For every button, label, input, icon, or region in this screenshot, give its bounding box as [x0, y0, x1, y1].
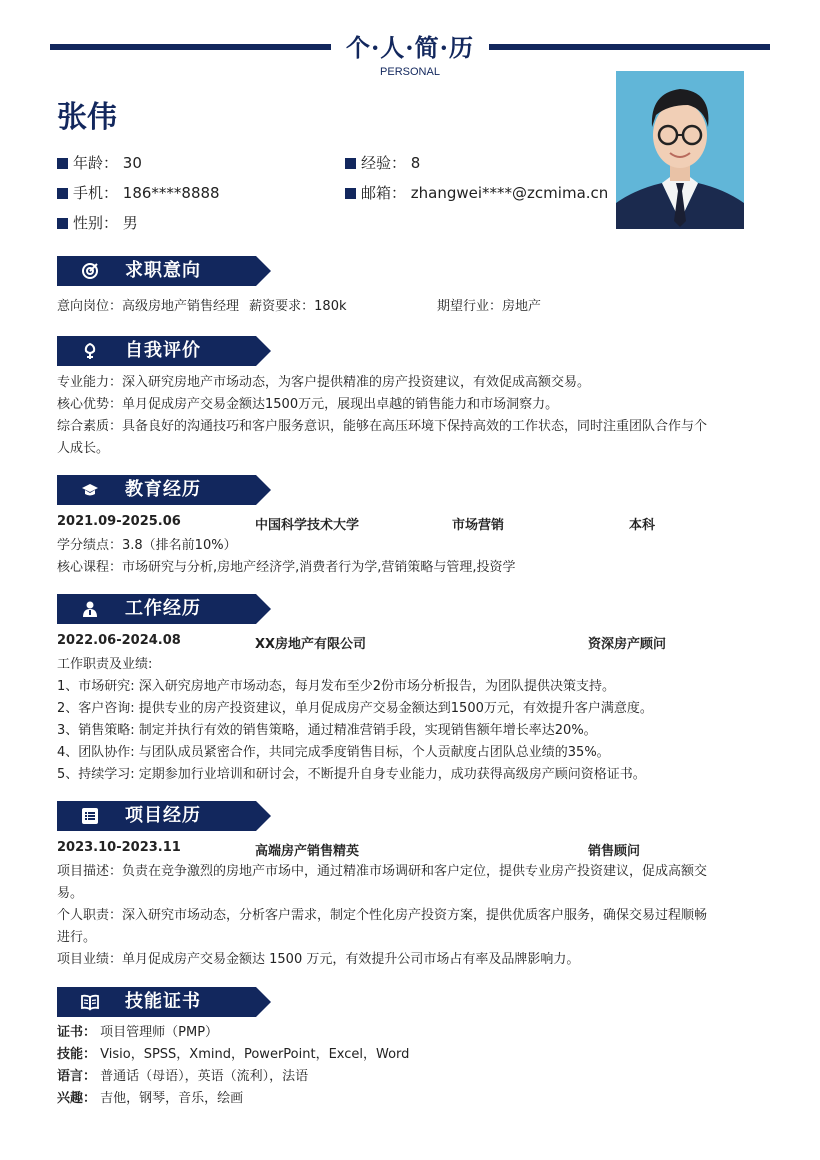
flower-icon — [81, 342, 99, 360]
skill-value: 项目管理师（PMP） — [100, 1025, 219, 1040]
candidate-name: 张伟 — [57, 100, 117, 135]
skill-row-language — [57, 1066, 769, 1088]
page-subtitle: PERSONAL — [380, 66, 440, 78]
self-eval-line: 专业能力：深入研究房地产市场动态，为客户提供精准的房产投资建议，有效促成高额交易。 — [57, 375, 591, 390]
intended-position: 意向岗位：高级房地产销售经理 — [57, 299, 240, 314]
work-period: 2022.06-2024.08 — [57, 633, 181, 648]
section-title: 工作经历 — [125, 598, 201, 619]
project-line: 项目描述：负责在竞争激烈的房地产市场中，通过精准市场调研和客户定位，提供专业房产投资建议，促成高额交 — [57, 864, 708, 879]
education-courses: 核心课程：市场研究与分析,房地产经济学,消费者行为学,营销策略与管理,投资学 — [57, 560, 516, 575]
work-item: 4、团队协作: 与团队成员紧密合作，共同完成季度销售目标，个人贡献度占团队总业绩的35%。 — [57, 745, 610, 760]
self-eval-line: 核心优势：单月促成房产交易金额达1500万元，展现出卓越的销售能力和市场洞察力。 — [57, 397, 559, 412]
expected-industry: 期望行业：房地产 — [437, 299, 542, 314]
skill-label: 兴趣： — [57, 1091, 97, 1106]
list-icon — [81, 807, 99, 825]
email-label: 邮箱： — [361, 184, 407, 202]
experience-info — [345, 152, 420, 173]
skill-value: Visio，SPSS，Xmind，PowerPoint，Excel，Word — [100, 1047, 410, 1062]
gender-value: 男 — [122, 214, 138, 232]
email-value: zhangwei****@zcmima.cn — [410, 184, 609, 202]
section-title: 教育经历 — [125, 479, 201, 500]
target-icon — [81, 262, 99, 280]
graduation-cap-icon — [81, 481, 99, 499]
skill-row-certificate — [57, 1022, 769, 1044]
skill-value: 吉他，钢琴，音乐，绘画 — [100, 1091, 244, 1106]
education-school: 中国科学技术大学 — [255, 518, 360, 533]
education-period: 2021.09-2025.06 — [57, 514, 181, 529]
section-title: 项目经历 — [125, 805, 201, 826]
portrait-illustration — [616, 71, 744, 229]
bullet-square-icon — [57, 218, 68, 229]
skill-row-interests — [57, 1088, 769, 1110]
skill-value: 普通话（母语），英语（流利），法语 — [100, 1069, 309, 1084]
section-header-skills — [57, 987, 271, 1017]
self-eval-line: 人成长。 — [57, 441, 110, 456]
skill-label: 证书： — [57, 1025, 97, 1040]
section-header-project — [57, 801, 271, 831]
avatar — [616, 71, 744, 229]
gender-label: 性别： — [73, 214, 119, 232]
skill-label: 语言： — [57, 1069, 97, 1084]
expected-salary: 薪资要求：180k — [249, 299, 347, 314]
section-header-self-evaluation — [57, 336, 271, 366]
work-company: XX房地产有限公司 — [255, 637, 367, 652]
book-icon — [81, 993, 99, 1011]
bullet-square-icon — [57, 158, 68, 169]
experience-label: 经验： — [361, 154, 407, 172]
work-item: 3、销售策略: 制定并执行有效的销售策略，通过精准营销手段，实现销售额年增长率达20%。 — [57, 723, 597, 738]
education-gpa: 学分绩点：3.8（排名前10%） — [57, 538, 237, 553]
work-intro: 工作职责及业绩: — [57, 657, 153, 672]
project-line: 个人职责：深入研究市场动态，分析客户需求，制定个性化房产投资方案，提供优质客户服务，确保交易过程顺畅 — [57, 908, 708, 923]
skill-row-skills — [57, 1044, 769, 1066]
section-title: 求职意向 — [125, 260, 201, 281]
project-period: 2023.10-2023.11 — [57, 840, 181, 855]
bullet-square-icon — [57, 188, 68, 199]
education-degree: 本科 — [629, 518, 656, 533]
email-info — [345, 182, 608, 203]
project-name: 高端房产销售精英 — [255, 844, 360, 859]
header-left-bar — [50, 44, 331, 50]
bullet-square-icon — [345, 158, 356, 169]
page-title: 个·人·简·历 — [345, 33, 475, 62]
section-title: 自我评价 — [125, 340, 201, 361]
section-header-education — [57, 475, 271, 505]
project-line: 易。 — [57, 886, 84, 901]
phone-label: 手机： — [73, 184, 119, 202]
phone-value: 186****8888 — [122, 184, 220, 202]
project-line: 进行。 — [57, 930, 97, 945]
job-intent-row — [57, 296, 769, 318]
section-header-work — [57, 594, 271, 624]
gender-info — [57, 212, 138, 233]
age-value: 30 — [122, 154, 142, 172]
person-icon — [81, 600, 99, 618]
work-item: 2、客户咨询: 提供专业的房产投资建议，单月促成房产交易金额达到1500万元，有效提升客户满意度。 — [57, 701, 653, 716]
age-info — [57, 152, 142, 173]
education-major: 市场营销 — [452, 518, 505, 533]
project-line: 项目业绩：单月促成房产交易金额达 1500 万元，有效提升公司市场占有率及品牌影响力。 — [57, 952, 580, 967]
self-eval-line: 综合素质：具备良好的沟通技巧和客户服务意识，能够在高压环境下保持高效的工作状态，同时注重团队合作与个 — [57, 419, 708, 434]
work-item: 1、市场研究: 深入研究房地产市场动态，每月发布至少2份市场分析报告，为团队提供决策支持。 — [57, 679, 616, 694]
experience-value: 8 — [410, 154, 421, 172]
age-label: 年龄： — [73, 154, 119, 172]
skill-label: 技能： — [57, 1047, 97, 1062]
section-title: 技能证书 — [125, 991, 201, 1012]
header-right-bar — [489, 44, 770, 50]
section-header-job-intent — [57, 256, 271, 286]
work-item: 5、持续学习: 定期参加行业培训和研讨会，不断提升自身专业能力，成功获得高级房产顾问资格证书。 — [57, 767, 646, 782]
work-role: 资深房产顾问 — [588, 637, 667, 652]
bullet-square-icon — [345, 188, 356, 199]
phone-info — [57, 182, 220, 203]
project-role: 销售顾问 — [588, 844, 641, 859]
